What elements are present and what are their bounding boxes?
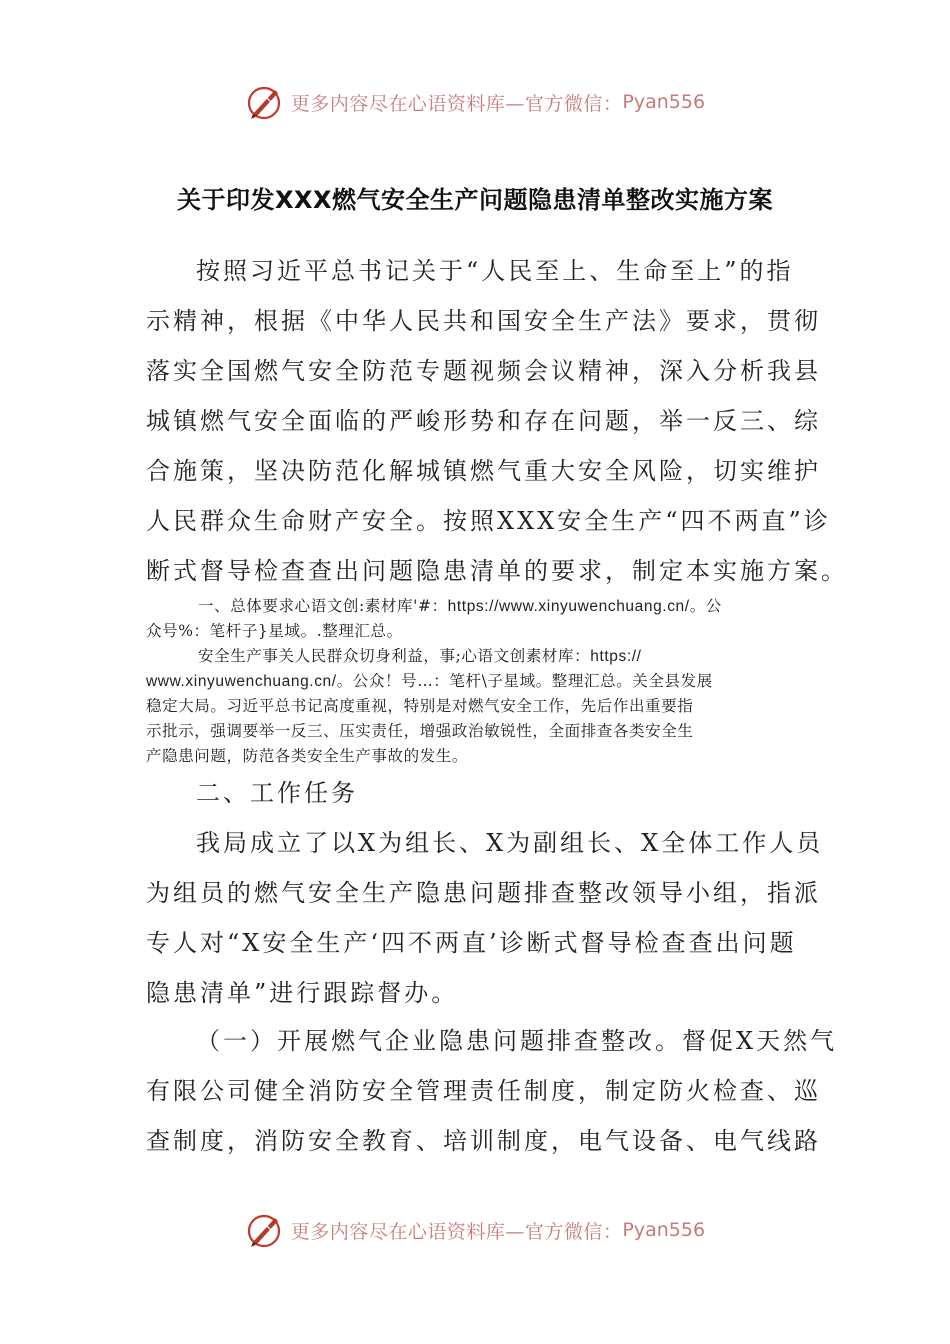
text-line: 我局成立了以X为组长、X为副组长、X全体工作人员 <box>196 829 824 857</box>
url-text: https://www.xinyuwenchuang.cn/ <box>447 598 690 615</box>
text-line: 示精神，根据《中华人民共和国安全生产法》要求，贯彻 <box>146 307 821 335</box>
text-line: （一）开展燃气企业隐患问题排查整改。督促X天然气 <box>196 1027 838 1055</box>
text-line: 隐患清单”进行跟踪督办。 <box>146 979 459 1007</box>
text-line: 示批示，强调要举一反三、压实责任，增强政治敏锐性，全面排查各类安全生 <box>146 722 694 740</box>
text-span: 。公 <box>689 597 722 615</box>
text-line: 稳定大局。习近平总书记高度重视，特别是对燃气安全工作，先后作出重要指 <box>146 697 694 715</box>
text-line <box>146 644 806 669</box>
pen-logo-icon <box>245 82 285 122</box>
banner-text: 更多内容尽在心语资料库—官方微信： <box>290 1220 623 1243</box>
section1-block <box>146 594 806 769</box>
pen-logo-icon <box>245 1210 285 1250</box>
text-line: 城镇燃气安全面临的严峻形势和存在问题，举一反三、综 <box>146 407 821 435</box>
text-line <box>146 669 806 694</box>
text-line: 合施策，坚决防范化解城镇燃气重大安全风险，切实维护 <box>146 457 821 485</box>
section3-paragraph <box>146 1016 838 1166</box>
watermark-banner-top <box>0 80 950 124</box>
banner-text: 更多内容尽在心语资料库—官方微信： <box>290 92 623 115</box>
text-line: 人民群众生命财产安全。按照XXX安全生产“四不两直”诊 <box>146 507 831 535</box>
watermark-banner-bottom <box>0 1208 950 1252</box>
document-title: 关于印发XXX燃气安全生产问题隐患清单整改实施方案 <box>176 186 773 214</box>
text-line: 专人对“X安全生产‘四不两直’诊断式督导检查查出问题 <box>146 929 797 957</box>
banner-wechat-id: Pyan556 <box>622 91 706 113</box>
section2-paragraph <box>146 818 824 1018</box>
text-line: 落实全国燃气安全防范专题视频会议精神，深入分析我县 <box>146 357 821 385</box>
text-line: 查制度，消防安全教育、培训制度，电气设备、电气线路 <box>146 1127 821 1155</box>
url-text: https:// <box>590 648 642 665</box>
text-line: 断式督导检查查出问题隐患清单的要求，制定本实施方案。 <box>146 557 848 585</box>
section2-heading-block <box>146 768 816 818</box>
section2-heading: 二、工作任务 <box>196 779 358 807</box>
text-span: 。公众！号…：笔杆\子星域。整理汇总。关全县发展 <box>336 672 713 690</box>
text-line: 按照习近平总书记关于“人民至上、生命至上”的指 <box>196 257 794 285</box>
text-span: 一、总体要求心语文创:素材库'#： <box>198 597 448 615</box>
text-line: 众号%：笔杆子}星域。.整理汇总。 <box>146 622 403 640</box>
text-line: 产隐患问题，防范各类安全生产事故的发生。 <box>146 747 469 765</box>
banner-wechat-id: Pyan556 <box>622 1219 706 1241</box>
url-text: www.xinyuwenchuang.cn/ <box>146 673 337 690</box>
text-line: 有限公司健全消防安全管理责任制度，制定防火检查、巡 <box>146 1077 821 1105</box>
intro-paragraph <box>146 246 848 596</box>
section1-heading-line <box>146 594 806 619</box>
text-line: 为组员的燃气安全生产隐患问题排查整改领导小组，指派 <box>146 879 821 907</box>
text-span: 安全生产事关人民群众切身利益，事;心语文创素材库： <box>198 647 591 665</box>
